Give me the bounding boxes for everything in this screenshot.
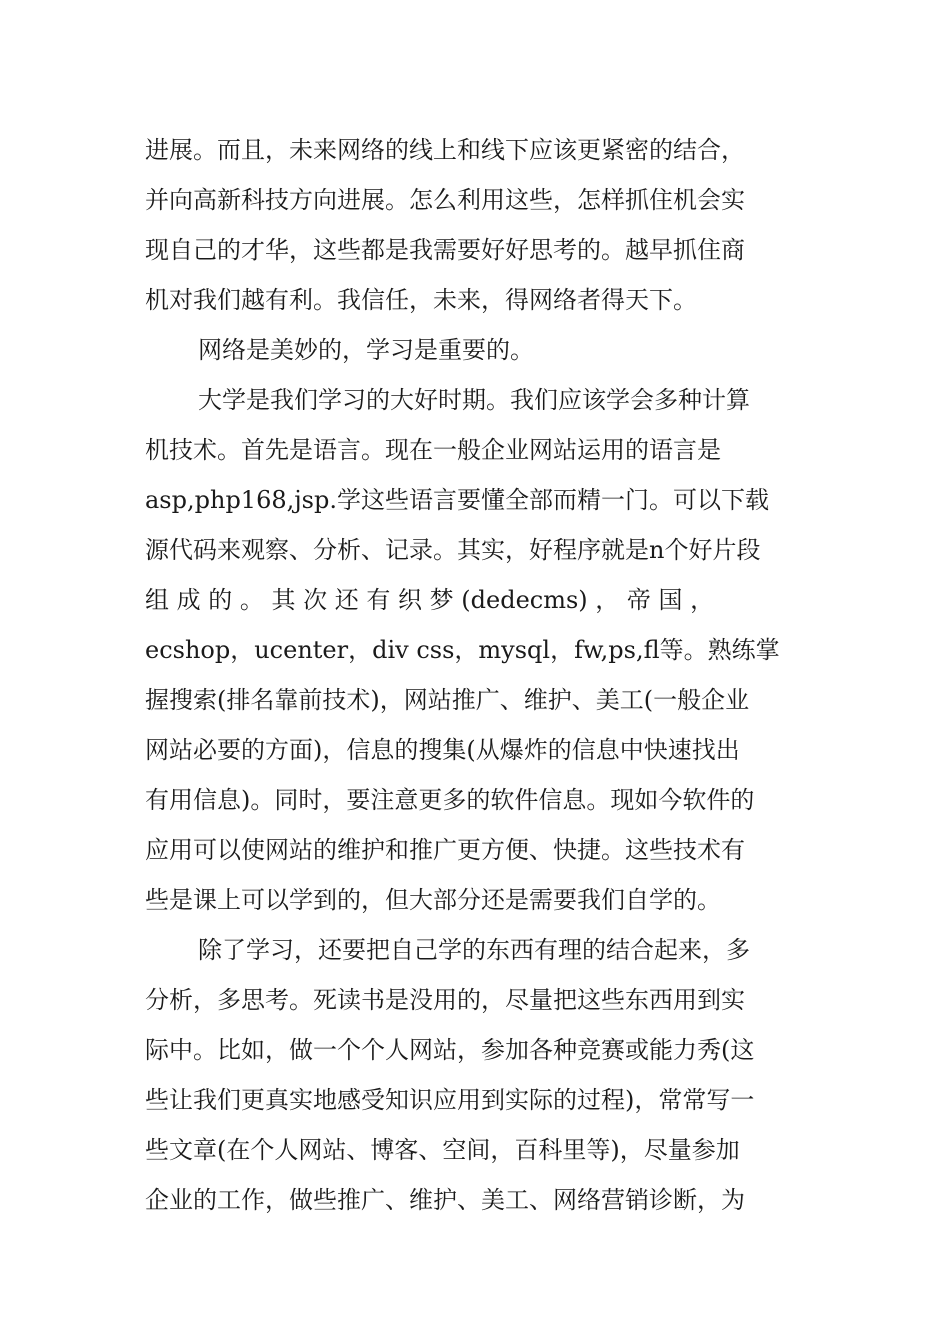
text-line: 源代码来观察、分析、记录。其实，好程序就是n个好片段 <box>145 536 761 564</box>
text-line: 进展。而且，未来网络的线上和线下应该更紧密的结合， <box>145 136 745 164</box>
text-line: 网站必要的方面)，信息的搜集(从爆炸的信息中快速找出 <box>145 736 740 764</box>
paragraph-first-line: 除了学习，还要把自己学的东西有理的结合起来，多 <box>198 936 750 964</box>
text-line: 现自己的才华，这些都是我需要好好思考的。越早抓住商 <box>145 236 745 264</box>
text-line: 企业的工作，做些推广、维护、美工、网络营销诊断，为 <box>145 1186 745 1214</box>
paragraph-first-line: 大学是我们学习的大好时期。我们应该学会多种计算 <box>198 386 750 414</box>
text-line: asp,php168,jsp.学这些语言要懂全部而精一门。可以下载 <box>145 486 769 514</box>
text-line: 机技术。首先是语言。现在一般企业网站运用的语言是 <box>145 436 721 464</box>
text-line: 际中。比如，做一个个人网站，参加各种竞赛或能力秀(这 <box>145 1036 755 1064</box>
document-body <box>145 125 810 1225</box>
text-line: 分析，多思考。死读书是没用的，尽量把这些东西用到实 <box>145 986 745 1014</box>
text-line: 些是课上可以学到的，但大部分还是需要我们自学的。 <box>145 886 721 914</box>
text-line: 机对我们越有利。我信任，未来，得网络者得天下。 <box>145 286 697 314</box>
text-line: 应用可以使网站的维护和推广更方便、快捷。这些技术有 <box>145 836 745 864</box>
text-line: ecshop，ucenter，div css，mysql，fw,ps,fl等。熟练掌 <box>145 636 780 664</box>
text-line: 有用信息)。同时，要注意更多的软件信息。现如今软件的 <box>145 786 755 814</box>
text-line: 组 成 的 。 其 次 还 有 织 梦 (dedecms) ， 帝 国 ， <box>145 586 715 614</box>
paragraph-first-line: 网络是美妙的，学习是重要的。 <box>198 336 534 364</box>
text-line: 些让我们更真实地感受知识应用到实际的过程)，常常写一 <box>145 1086 755 1114</box>
text-line: 握搜索(排名靠前技术)，网站推广、维护、美工(一般企业 <box>145 686 750 714</box>
text-line: 并向高新科技方向进展。怎么利用这些，怎样抓住机会实 <box>145 186 745 214</box>
text-line: 些文章(在个人网站、博客、空间，百科里等)，尽量参加 <box>145 1136 740 1164</box>
